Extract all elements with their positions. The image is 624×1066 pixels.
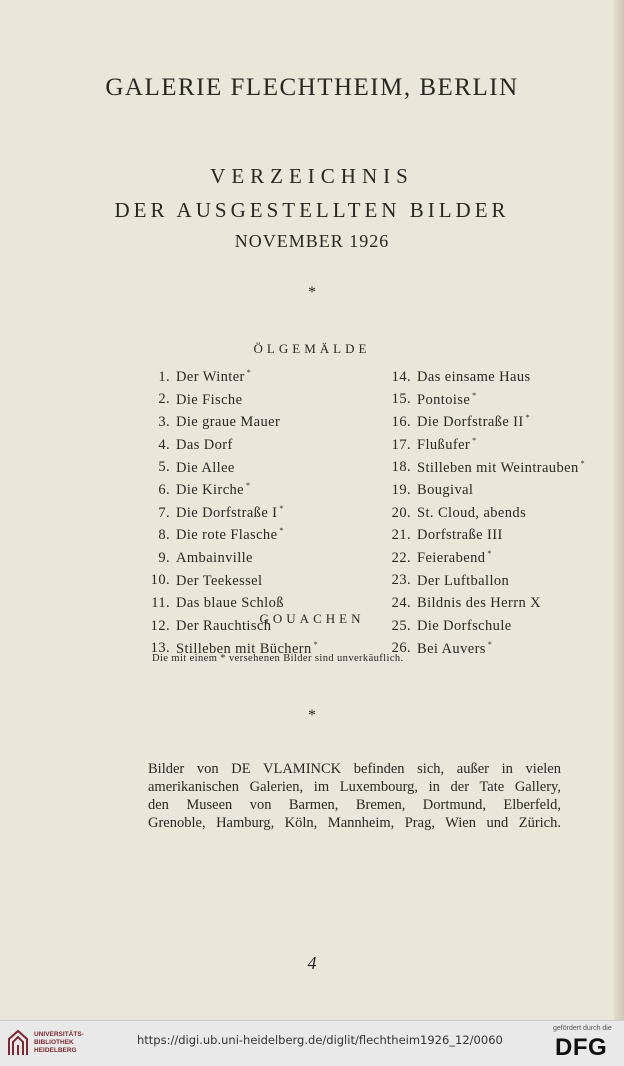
entry-number: 3. bbox=[158, 414, 170, 431]
painting-entry bbox=[385, 568, 605, 591]
library-name-line: HEIDELBERG bbox=[34, 1047, 77, 1054]
gallery-title: GALERIE FLECHTHEIM, BERLIN bbox=[105, 74, 519, 101]
not-for-sale-mark: * bbox=[246, 481, 251, 491]
entry-title: St. Cloud, abends bbox=[417, 504, 527, 521]
entry-number: 19. bbox=[391, 481, 411, 498]
entry-title: Stilleben mit Weintrauben bbox=[417, 459, 579, 476]
entry-title: Die Dorfstraße II bbox=[417, 414, 524, 431]
entry-number: 20. bbox=[391, 504, 411, 521]
page-number: 4 bbox=[307, 953, 317, 973]
not-for-sale-mark: * bbox=[525, 413, 531, 423]
painting-entry bbox=[144, 477, 359, 500]
entry-title: Der Luftballon bbox=[417, 572, 510, 589]
collections-paragraph bbox=[148, 760, 561, 832]
painting-entry bbox=[385, 590, 605, 613]
entry-number: 13. bbox=[150, 640, 170, 657]
entry-number: 8. bbox=[158, 527, 170, 544]
entry-title: Stilleben mit Büchern bbox=[176, 640, 312, 657]
painting-entry bbox=[144, 522, 359, 545]
entry-number: 16. bbox=[391, 414, 411, 431]
entry-number: 14. bbox=[391, 368, 411, 385]
painting-entry bbox=[385, 409, 605, 432]
entry-title: Der Rauchtisch bbox=[176, 617, 272, 634]
painting-entry bbox=[385, 522, 605, 545]
painting-entry bbox=[385, 432, 605, 455]
painting-entry bbox=[385, 500, 605, 523]
painting-entry bbox=[144, 387, 359, 410]
painting-entry bbox=[385, 477, 605, 500]
painting-entry bbox=[144, 409, 359, 432]
dfg-logo[interactable]: DFG bbox=[555, 1034, 608, 1061]
entry-title: Das einsame Haus bbox=[417, 368, 531, 385]
entry-number: 12. bbox=[150, 617, 170, 634]
entry-number: 17. bbox=[391, 436, 411, 453]
entry-number: 1. bbox=[158, 368, 170, 385]
painting-entry bbox=[385, 545, 605, 568]
not-for-sale-mark: * bbox=[487, 639, 493, 649]
entry-title: Das blaue Schloß bbox=[176, 595, 284, 612]
entry-title: Die Allee bbox=[176, 459, 235, 476]
painting-entry bbox=[385, 387, 605, 410]
entry-number: 7. bbox=[158, 504, 170, 521]
not-for-sale-mark: * bbox=[279, 503, 284, 513]
entry-title: Bildnis des Herrn X bbox=[417, 595, 541, 612]
entry-number: 2. bbox=[158, 391, 170, 408]
library-name-line: UNIVERSITÄTS- bbox=[34, 1031, 84, 1038]
painting-entry bbox=[144, 568, 359, 591]
not-for-sale-note: Die mit einem * versehenen Bilder sind unverkäuflich. bbox=[152, 653, 404, 664]
painting-entry bbox=[144, 590, 359, 613]
entry-title: Flußufer bbox=[417, 436, 471, 453]
entry-title: Pontoise bbox=[417, 391, 471, 408]
entry-title: Das Dorf bbox=[176, 436, 233, 453]
catalog-title-line1: VERZEICHNIS bbox=[210, 164, 414, 188]
entry-number: 5. bbox=[158, 459, 170, 476]
entry-title: Die rote Flasche bbox=[176, 527, 278, 544]
paragraph-line: den Museen von Barmen, Bremen, Dortmund, Elberfeld, bbox=[148, 797, 561, 813]
paragraph-line: Bilder von DE VLAMINCK befinden sich, außer in vielen bbox=[148, 761, 561, 777]
entry-title: Bougival bbox=[417, 481, 474, 498]
entry-title: Die Dorfstraße I bbox=[176, 504, 278, 521]
not-for-sale-mark: * bbox=[246, 368, 252, 377]
not-for-sale-mark: * bbox=[487, 549, 492, 558]
entry-title: Die Fische bbox=[176, 391, 243, 408]
library-name bbox=[34, 1031, 84, 1055]
painting-entry bbox=[144, 500, 359, 523]
entry-number: 25. bbox=[391, 617, 411, 634]
entry-number: 6. bbox=[158, 481, 170, 498]
entry-number: 11. bbox=[151, 595, 170, 612]
entry-number: 4. bbox=[158, 436, 170, 453]
entry-number: 22. bbox=[391, 549, 411, 566]
viewer-footer bbox=[0, 1020, 624, 1066]
entry-number: 18. bbox=[391, 459, 411, 476]
catalog-date: NOVEMBER 1926 bbox=[234, 231, 390, 251]
painting-entry bbox=[385, 636, 605, 659]
entry-number: 9. bbox=[158, 549, 170, 566]
paragraph-line: amerikanischen Galerien, im Luxembourg, in der Tate Gallery, bbox=[148, 779, 561, 795]
not-for-sale-mark: * bbox=[313, 639, 319, 649]
entry-number: 24. bbox=[391, 595, 411, 612]
page-edge bbox=[614, 0, 624, 1020]
entry-title: Die graue Mauer bbox=[176, 414, 281, 431]
not-for-sale-mark: * bbox=[580, 458, 585, 468]
entry-number: 10. bbox=[150, 572, 170, 589]
library-logo-icon[interactable] bbox=[7, 1029, 29, 1057]
entry-title: Ambainville bbox=[176, 549, 253, 566]
entry-number: 15. bbox=[391, 391, 411, 408]
entry-number: 26. bbox=[391, 640, 411, 657]
section-heading-gouache: GOUACHEN bbox=[259, 611, 365, 626]
entry-title: Dorfstraße III bbox=[417, 527, 503, 544]
ornament-star: * bbox=[308, 707, 316, 724]
ornament-star: * bbox=[308, 284, 316, 301]
painting-entry bbox=[144, 455, 359, 478]
painting-entry bbox=[385, 364, 605, 387]
not-for-sale-mark: * bbox=[472, 435, 477, 445]
paragraph-line: Grenoble, Hamburg, Köln, Mannheim, Prag, Wien und Zürich. bbox=[148, 815, 561, 831]
permalink-url[interactable]: https://digi.ub.uni-heidelberg.de/diglit/flechtheim1926_12/0060 bbox=[137, 1033, 503, 1047]
entry-title: Die Kirche bbox=[176, 481, 245, 498]
funder-caption: gefördert durch die bbox=[553, 1025, 612, 1032]
painting-entry bbox=[144, 364, 359, 387]
catalog-title-line2: DER AUSGESTELLTEN BILDER bbox=[114, 198, 510, 222]
painting-entry bbox=[385, 455, 605, 478]
entry-number: 21. bbox=[391, 527, 411, 544]
section-heading-oil: ÖLGEMÄLDE bbox=[253, 341, 371, 356]
painting-entry bbox=[144, 432, 359, 455]
not-for-sale-mark: * bbox=[279, 526, 284, 536]
entry-title: Bei Auvers bbox=[417, 640, 486, 657]
not-for-sale-mark: * bbox=[472, 390, 477, 400]
entry-title: Der Teekessel bbox=[176, 572, 263, 589]
entry-title: Die Dorfschule bbox=[417, 617, 512, 634]
library-name-line: BIBLIOTHEK bbox=[34, 1039, 74, 1046]
entry-number: 23. bbox=[391, 572, 411, 589]
entry-title: Der Winter bbox=[176, 368, 245, 385]
painting-entry bbox=[144, 545, 359, 568]
entry-title: Feierabend bbox=[417, 549, 486, 566]
